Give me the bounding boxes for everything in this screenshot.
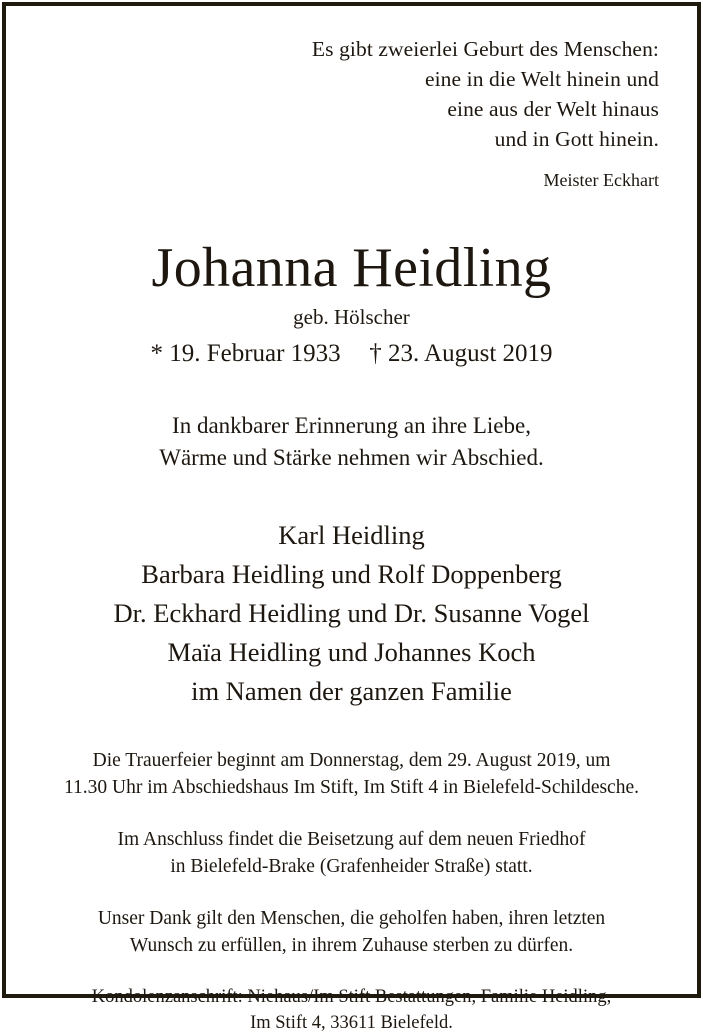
deceased-name-block <box>30 237 673 370</box>
survivors-list <box>30 516 673 711</box>
detail-line: in Bielefeld-Brake (Grafenheider Straße) statt. <box>170 856 533 877</box>
detail-line: Wunsch zu erfüllen, in ihrem Zuhause sterben zu dürfen. <box>129 935 574 956</box>
service-details <box>30 747 673 1036</box>
memorial-line: In dankbarer Erinnerung an ihre Liebe, <box>172 413 531 438</box>
memorial-message <box>30 410 673 474</box>
deceased-name: Johanna Heidling <box>151 237 552 299</box>
survivor-line: Barbara Heidling und Rolf Doppenberg <box>141 559 562 589</box>
detail-line: Die Trauerfeier beginnt am Donnerstag, dem 29. August 2019, um <box>92 750 611 771</box>
detail-line: Im Anschluss findet die Beisetzung auf dem neuen Friedhof <box>117 829 586 850</box>
thanks-message <box>30 905 673 959</box>
survivor-line: Karl Heidling <box>278 520 425 550</box>
life-dates <box>30 338 673 370</box>
maiden-name: geb. Hölscher <box>293 305 410 329</box>
survivor-line: Dr. Eckhard Heidling und Dr. Susanne Vogel <box>113 598 590 628</box>
birth-date: 19. Februar 1933 <box>169 340 341 367</box>
death-symbol: † <box>369 340 382 367</box>
survivor-line: Maïa Heidling und Johannes Koch <box>167 637 536 667</box>
survivor-line: im Namen der ganzen Familie <box>191 676 512 706</box>
death-date: 23. August 2019 <box>387 340 553 367</box>
burial-info <box>30 826 673 880</box>
detail-line: 11.30 Uhr im Abschiedshaus Im Stift, Im Stift 4 in Bielefeld-Schildesche. <box>64 777 639 798</box>
funeral-service-info <box>30 747 673 801</box>
detail-line: Im Stift 4, 33611 Bielefeld. <box>250 1013 453 1033</box>
memorial-line: Wärme und Stärke nehmen wir Abschied. <box>159 445 544 470</box>
condolence-address <box>30 984 673 1036</box>
quote-line: und in Gott hinein. <box>494 127 659 151</box>
notice-frame <box>2 2 701 1033</box>
quote-line: Es gibt zweierlei Geburt des Menschen: <box>311 37 659 61</box>
quote-line: eine aus der Welt hinaus <box>447 97 659 121</box>
detail-line: Unser Dank gilt den Menschen, die geholfen haben, ihren letzten <box>97 908 606 929</box>
quote-line: eine in die Welt hinein und <box>424 67 659 91</box>
detail-line: Kondolenzanschrift: Niehaus/Im Stift Bestattungen, Familie Heidling, <box>91 987 612 1007</box>
birth-symbol: * <box>150 340 163 367</box>
quotation-block <box>30 34 673 193</box>
quote-attribution: Meister Eckhart <box>543 170 659 190</box>
